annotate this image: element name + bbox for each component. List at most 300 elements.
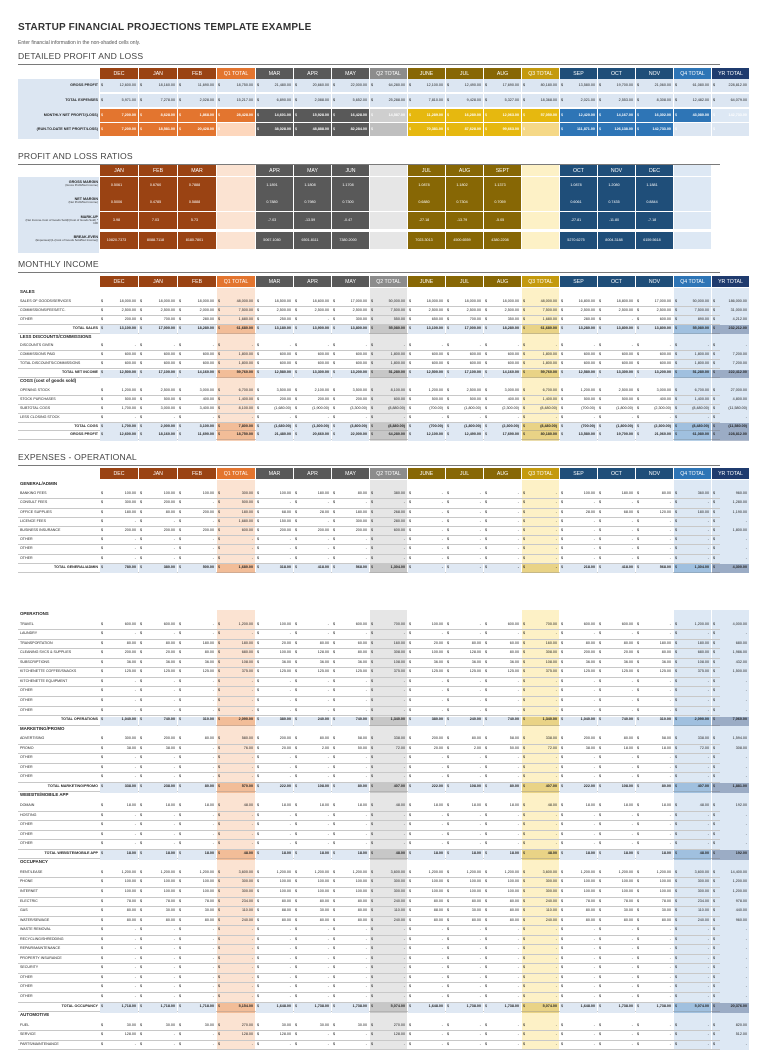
- currency-sign: $: [257, 555, 260, 560]
- cell-value: 2,553.00: [618, 98, 633, 102]
- currency-sign: $: [523, 423, 526, 428]
- cell-value: -: [327, 518, 329, 523]
- currency-sign: $: [295, 994, 298, 998]
- cell-value: 200.00: [355, 396, 367, 401]
- currency-sign: $: [101, 869, 104, 874]
- currency-sign: $: [257, 955, 260, 960]
- currency-sign: $: [371, 697, 374, 702]
- currency-sign: $: [713, 396, 716, 401]
- cell-value: 1,200.00: [121, 387, 136, 392]
- cell-value: -: [517, 1022, 519, 1027]
- cell-value: 21,060.00: [654, 83, 671, 87]
- currency-sign: $: [447, 1022, 450, 1027]
- cell-value: -: [212, 537, 214, 542]
- currency-sign: $: [257, 812, 260, 817]
- cell-value: -: [593, 946, 595, 951]
- cell-value: 1,800.00: [694, 361, 709, 366]
- row-label: GROSS PROFIT: [70, 83, 98, 87]
- cell-value: -: [441, 500, 443, 505]
- currency-sign: $: [218, 546, 221, 551]
- cell-value: 11,690.00: [197, 83, 214, 87]
- cell-value: -: [403, 764, 405, 769]
- currency-sign: $: [257, 717, 260, 722]
- currency-sign: $: [101, 98, 104, 102]
- currency-sign: $: [409, 361, 412, 366]
- currency-sign: $: [179, 1022, 182, 1027]
- currency-sign: $: [101, 936, 104, 941]
- cell-value: 60.00: [357, 640, 367, 645]
- cell-value: 50,000.00: [388, 298, 405, 303]
- cell-value: 500.00: [469, 396, 481, 401]
- currency-sign: $: [295, 783, 298, 788]
- cell-value: 3,500.00: [276, 387, 291, 392]
- cell-value: -: [441, 546, 443, 551]
- cell-value: 1,200.00: [428, 387, 443, 392]
- cell-value: 1,400.00: [694, 396, 709, 401]
- cell-value: -: [327, 984, 329, 989]
- currency-sign: $: [561, 555, 564, 560]
- cell-value: -: [745, 965, 747, 970]
- currency-sign: $: [713, 841, 716, 846]
- cell-value: -: [669, 822, 671, 827]
- cell-value: 1,800.00: [238, 352, 253, 357]
- currency-sign: $: [295, 387, 298, 392]
- currency-sign: $: [257, 396, 260, 401]
- cell-value: -: [365, 955, 367, 960]
- cell-value: -: [327, 500, 329, 505]
- currency-sign: $: [523, 387, 526, 392]
- cell-value: -: [327, 994, 329, 998]
- cell-value: 100.00: [583, 888, 595, 893]
- currency-sign: $: [409, 83, 412, 87]
- currency-sign: $: [561, 405, 564, 410]
- currency-sign: $: [447, 803, 450, 807]
- currency-sign: $: [295, 707, 298, 712]
- currency-sign: $: [295, 812, 298, 817]
- currency-sign: $: [485, 697, 488, 702]
- currency-sign: $: [257, 361, 260, 366]
- cell-value: 13,200.00: [654, 370, 671, 375]
- cell-value: 600.00: [317, 352, 329, 357]
- cell-value: 500.00: [241, 500, 253, 505]
- cell-value: 18,368.00: [540, 98, 557, 102]
- cell-value: -: [745, 822, 747, 827]
- cell-value: -: [173, 631, 175, 636]
- currency-sign: $: [675, 405, 678, 410]
- currency-sign: $: [257, 888, 260, 893]
- currency-sign: $: [561, 755, 564, 760]
- cell-value: -: [631, 764, 633, 769]
- currency-sign: $: [371, 879, 374, 884]
- currency-sign: $: [599, 888, 602, 893]
- currency-sign: $: [713, 640, 716, 645]
- cell-value: -: [707, 841, 709, 846]
- currency-sign: $: [485, 546, 488, 551]
- currency-sign: $: [485, 370, 488, 375]
- cell-value: 218.00: [583, 564, 595, 569]
- cell-value: -: [212, 707, 214, 712]
- cell-value: 18.00: [433, 850, 443, 855]
- cell-value: -: [289, 946, 291, 951]
- cell-value: (700.00): [429, 423, 443, 428]
- currency-sign: $: [409, 307, 412, 312]
- currency-sign: $: [257, 946, 260, 951]
- cell-value: -: [441, 984, 443, 989]
- currency-sign: $: [637, 546, 640, 551]
- cell-value: 280.00: [583, 316, 595, 321]
- currency-sign: $: [637, 432, 640, 437]
- cell-value: -: [212, 343, 214, 348]
- currency-sign: $: [218, 1022, 221, 1027]
- currency-sign: $: [295, 803, 298, 807]
- cell-value: -: [441, 555, 443, 560]
- cell-value: -: [289, 343, 291, 348]
- ratio-value: 7380.2000: [339, 238, 357, 242]
- currency-sign: $: [599, 621, 602, 626]
- currency-sign: $: [485, 994, 488, 998]
- cell-value: 1,200.00: [238, 621, 253, 626]
- currency-sign: $: [140, 917, 143, 922]
- currency-sign: $: [409, 537, 412, 542]
- cell-value: -: [365, 555, 367, 560]
- cell-value: -: [479, 994, 481, 998]
- cell-value: 99,663.00: [502, 127, 519, 131]
- currency-sign: $: [179, 370, 182, 375]
- cell-value: -: [707, 812, 709, 817]
- currency-sign: $: [523, 564, 526, 569]
- currency-sign: $: [599, 717, 602, 722]
- currency-sign: $: [101, 850, 104, 855]
- column-header: [370, 165, 407, 176]
- cell-value: -: [707, 755, 709, 760]
- currency-sign: $: [333, 879, 336, 884]
- cell-value: -: [745, 537, 747, 542]
- currency-sign: $: [257, 631, 260, 636]
- currency-sign: $: [523, 850, 526, 855]
- ratio-value: 1.1373: [494, 183, 506, 187]
- cell-value: -: [173, 822, 175, 827]
- cell-value: -: [289, 965, 291, 970]
- currency-sign: $: [333, 936, 336, 941]
- row-label: DOMAIN: [20, 803, 35, 807]
- cell-value: -: [517, 500, 519, 505]
- cell-value: 16,428.00: [350, 113, 367, 117]
- row-label: OTHER: [20, 774, 33, 779]
- currency-sign: $: [599, 994, 602, 998]
- currency-sign: $: [523, 936, 526, 941]
- currency-sign: $: [101, 509, 104, 514]
- cell-value: -: [707, 955, 709, 960]
- currency-sign: $: [179, 352, 182, 357]
- cell-value: -: [134, 546, 136, 551]
- ratio-value: 1.1708: [342, 183, 354, 187]
- cell-value: 375.00: [545, 669, 557, 674]
- cell-value: -: [555, 755, 557, 760]
- currency-sign: $: [257, 659, 260, 664]
- currency-sign: $: [447, 307, 450, 312]
- group-label: COGS (cost of goods sold): [20, 378, 77, 383]
- cell-value: -: [134, 764, 136, 769]
- cell-value: -: [631, 343, 633, 348]
- cell-value: 100.00: [317, 888, 329, 893]
- currency-sign: $: [295, 316, 298, 321]
- currency-sign: $: [101, 1003, 104, 1008]
- cell-value: -: [555, 946, 557, 951]
- cell-value: 100.00: [279, 621, 291, 626]
- currency-sign: $: [523, 745, 526, 750]
- currency-sign: $: [713, 1022, 716, 1027]
- column-header: YR TOTAL: [712, 468, 749, 479]
- currency-sign: $: [561, 325, 564, 330]
- cell-value: -: [441, 1041, 443, 1046]
- cell-value: 1,200.00: [656, 869, 671, 874]
- cell-value: -: [289, 812, 291, 817]
- cell-value: 600.00: [393, 396, 405, 401]
- cell-value: 142,733.00: [728, 113, 747, 117]
- cell-value: 180.00: [124, 509, 136, 514]
- currency-sign: $: [140, 509, 143, 514]
- cell-value: -: [403, 697, 405, 702]
- currency-sign: $: [218, 307, 221, 312]
- cell-value: -: [441, 965, 443, 970]
- cell-value: 13,100.00: [119, 325, 136, 330]
- cell-value: -: [365, 414, 367, 419]
- currency-sign: $: [637, 621, 640, 626]
- currency-sign: $: [675, 965, 678, 970]
- currency-sign: $: [485, 755, 488, 760]
- cell-value: 36.00: [471, 659, 481, 664]
- currency-sign: $: [447, 555, 450, 560]
- column-header: JAN: [139, 276, 177, 287]
- currency-sign: $: [371, 803, 374, 807]
- cell-value: -: [365, 822, 367, 827]
- cell-value: -: [365, 812, 367, 817]
- cell-value: 1,800.00: [694, 352, 709, 357]
- cell-value: 80.00: [471, 917, 481, 922]
- currency-sign: $: [257, 127, 260, 131]
- cell-value: -: [631, 1041, 633, 1046]
- cell-value: 5,652.00: [352, 98, 367, 102]
- currency-sign: $: [409, 555, 412, 560]
- cell-value: 48,000.00: [236, 298, 253, 303]
- cell-value: -: [327, 955, 329, 960]
- cell-value: -: [173, 678, 175, 683]
- cell-value: 1,648.00: [276, 1003, 291, 1008]
- cell-value: 100.00: [355, 888, 367, 893]
- currency-sign: $: [599, 841, 602, 846]
- cell-value: 48.00: [547, 850, 557, 855]
- currency-sign: $: [637, 707, 640, 712]
- cell-value: -: [745, 546, 747, 551]
- currency-sign: $: [485, 764, 488, 769]
- currency-sign: $: [295, 965, 298, 970]
- column-header: Q1 TOTAL: [217, 68, 255, 79]
- ratio-value: 1.1808: [304, 183, 316, 187]
- column-header: MAR: [256, 468, 293, 479]
- cell-value: -: [593, 965, 595, 970]
- cell-value: -: [289, 822, 291, 827]
- cell-value: -: [555, 965, 557, 970]
- cell-value: -: [251, 936, 253, 941]
- currency-sign: $: [637, 537, 640, 542]
- currency-sign: $: [599, 396, 602, 401]
- cell-value: 6,700.00: [694, 387, 709, 392]
- currency-sign: $: [140, 491, 143, 496]
- cell-value: 11,289.00: [426, 113, 443, 117]
- cell-value: -: [593, 927, 595, 932]
- column-header: Q1 TOTAL: [217, 468, 255, 479]
- cell-value: -: [289, 500, 291, 505]
- cell-value: -: [479, 755, 481, 760]
- row-label: TRAVEL: [20, 621, 34, 626]
- currency-sign: $: [218, 352, 221, 357]
- currency-sign: $: [179, 1032, 182, 1037]
- currency-sign: $: [179, 774, 182, 779]
- cell-value: 80.00: [509, 650, 519, 655]
- currency-sign: $: [333, 113, 336, 117]
- currency-sign: $: [371, 669, 374, 674]
- currency-sign: $: [257, 325, 260, 330]
- row-gridline: [18, 395, 720, 396]
- cell-value: -: [707, 678, 709, 683]
- currency-sign: $: [485, 405, 488, 410]
- cell-value: 5,154.00: [238, 1003, 253, 1008]
- currency-sign: $: [257, 974, 260, 979]
- cell-value: -: [631, 707, 633, 712]
- cell-value: -: [134, 537, 136, 542]
- currency-sign: $: [485, 927, 488, 932]
- cell-value: -: [365, 697, 367, 702]
- currency-sign: $: [295, 325, 298, 330]
- cell-value: 15,217.00: [236, 98, 253, 102]
- currency-sign: $: [409, 994, 412, 998]
- cell-value: -: [707, 555, 709, 560]
- currency-sign: $: [295, 822, 298, 827]
- currency-sign: $: [295, 414, 298, 419]
- column-header: SEP: [560, 68, 597, 79]
- currency-sign: $: [675, 908, 678, 913]
- currency-sign: $: [101, 707, 104, 712]
- cell-value: 18,000.00: [197, 298, 214, 303]
- currency-sign: $: [218, 965, 221, 970]
- row-gridline: [18, 820, 720, 821]
- currency-sign: $: [561, 707, 564, 712]
- cell-value: 500.00: [163, 396, 175, 401]
- currency-sign: $: [561, 850, 564, 855]
- row-label: OPENING STOCK: [20, 387, 50, 392]
- row-gridline: [18, 413, 720, 414]
- cell-value: 600.00: [124, 352, 136, 357]
- currency-sign: $: [218, 509, 221, 514]
- currency-sign: $: [561, 1041, 564, 1046]
- currency-sign: $: [101, 841, 104, 846]
- cell-shading: [370, 232, 407, 249]
- cell-value: -: [365, 755, 367, 760]
- cell-value: 407.00: [393, 783, 405, 788]
- cell-value: -: [745, 555, 747, 560]
- cell-value: 820.00: [735, 1022, 747, 1027]
- currency-sign: $: [179, 650, 182, 655]
- column-header: MAY: [294, 165, 331, 176]
- cell-value: -: [669, 688, 671, 693]
- currency-sign: $: [599, 298, 602, 303]
- cell-value: 20.00: [433, 745, 443, 750]
- currency-sign: $: [101, 414, 104, 419]
- cell-value: 380.00: [163, 564, 175, 569]
- cell-value: -: [593, 688, 595, 693]
- cell-value: 100.00: [279, 879, 291, 884]
- cell-value: -: [403, 537, 405, 542]
- cell-shading: [370, 123, 407, 136]
- cell-value: 4,800.00: [732, 396, 747, 401]
- currency-sign: $: [295, 491, 298, 496]
- row-label: OTHER: [20, 994, 33, 998]
- cell-value: -: [365, 707, 367, 712]
- cell-value: 48,000.00: [540, 298, 557, 303]
- currency-sign: $: [637, 127, 640, 131]
- currency-sign: $: [599, 879, 602, 884]
- row-label: OTHER: [20, 555, 33, 560]
- cell-value: -: [212, 555, 214, 560]
- cell-value: -: [479, 1022, 481, 1027]
- cell-value: -: [555, 1032, 557, 1037]
- cell-value: -: [593, 528, 595, 532]
- cell-value: -: [479, 812, 481, 817]
- currency-sign: $: [523, 812, 526, 817]
- cell-value: 22,000.00: [350, 432, 367, 437]
- currency-sign: $: [101, 537, 104, 542]
- ratio-value: 10820.7373: [106, 238, 127, 242]
- cell-value: 310.00: [202, 717, 214, 722]
- cell-value: 18.00: [126, 850, 136, 855]
- currency-sign: $: [101, 697, 104, 702]
- cell-value: -: [707, 546, 709, 551]
- currency-sign: $: [333, 631, 336, 636]
- currency-sign: $: [447, 98, 450, 102]
- column-header: YR TOTAL: [712, 68, 749, 79]
- currency-sign: $: [257, 518, 260, 523]
- column-header: Q2 TOTAL: [370, 68, 407, 79]
- cell-value: 740.00: [163, 717, 175, 722]
- cell-value: -: [707, 764, 709, 769]
- currency-sign: $: [485, 307, 488, 312]
- cell-value: -: [479, 621, 481, 626]
- currency-sign: $: [218, 396, 221, 401]
- cell-value: -: [479, 518, 481, 523]
- currency-sign: $: [333, 908, 336, 913]
- row-gridline: [18, 982, 720, 983]
- cell-value: 100.00: [431, 650, 443, 655]
- currency-sign: $: [561, 736, 564, 741]
- section-rule: [18, 465, 720, 466]
- cell-value: -: [289, 678, 291, 683]
- currency-sign: $: [637, 803, 640, 807]
- cell-value: -: [517, 955, 519, 960]
- currency-sign: $: [179, 640, 182, 645]
- currency-sign: $: [637, 764, 640, 769]
- currency-sign: $: [371, 850, 374, 855]
- currency-sign: $: [447, 888, 450, 893]
- currency-sign: $: [218, 831, 221, 836]
- currency-sign: $: [218, 414, 221, 419]
- column-header: OCT: [598, 276, 635, 287]
- currency-sign: $: [561, 717, 564, 722]
- currency-sign: $: [675, 564, 678, 569]
- currency-sign: $: [140, 659, 143, 664]
- cell-value: 375.00: [697, 669, 709, 674]
- cell-value: 30.00: [471, 908, 481, 913]
- currency-sign: $: [675, 316, 678, 321]
